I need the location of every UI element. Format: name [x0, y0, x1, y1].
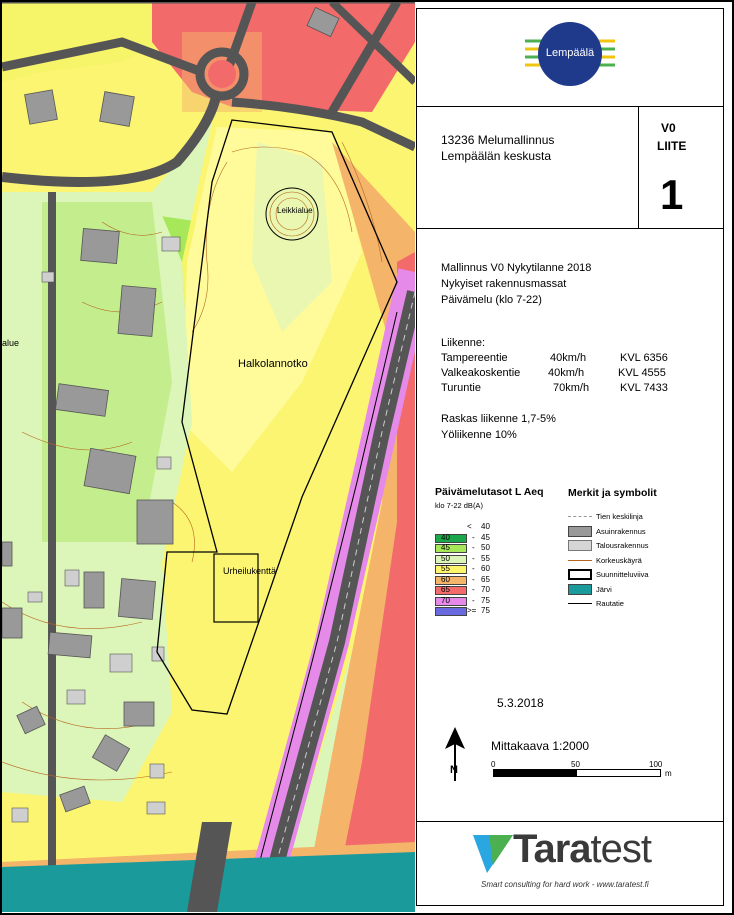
legend-sep: -	[472, 564, 475, 573]
legend-to: 45	[481, 532, 490, 542]
scale-label: Mittakaava 1:2000	[491, 739, 590, 753]
divider	[417, 106, 723, 107]
legend-swatch	[435, 597, 467, 606]
road-speed: 70km/h	[553, 382, 590, 394]
symbol-label: Talousrakennus	[596, 541, 649, 550]
taratest-slogan: Smart consulting for hard work - www.taratest.fi	[481, 880, 649, 889]
map-date: 5.3.2018	[497, 696, 544, 710]
legend-to: 70	[481, 585, 490, 594]
legend-to: 50	[481, 543, 490, 552]
legend-swatch	[435, 534, 467, 543]
legend-sep: -	[472, 585, 475, 594]
version-label: V0	[661, 121, 676, 135]
legend-swatch	[435, 607, 467, 616]
road-name: Tampereentie	[441, 352, 508, 364]
legend-sep: -	[472, 543, 475, 552]
symbol-label: Korkeuskäyrä	[596, 555, 642, 565]
title-panel	[416, 8, 724, 906]
legend-swatch	[435, 555, 467, 564]
symbol-teal-box	[568, 584, 592, 595]
label-halkolannotko: Halkolannotko	[238, 358, 308, 370]
symbol-dash	[568, 516, 592, 517]
symbol-label: Järvi	[596, 584, 612, 594]
legend-swatch	[435, 523, 467, 532]
label-alue: alue	[2, 338, 20, 348]
lempaala-logo	[525, 19, 615, 89]
legend-sep: -	[472, 574, 475, 584]
symbol-label: Rautatie	[596, 599, 624, 608]
legend-sep: >=	[467, 606, 477, 615]
symbol-dark-box	[568, 526, 592, 537]
scale-tick: 0	[491, 760, 496, 769]
appendix-label: LIITE	[657, 139, 687, 153]
road-name: Valkeakoskentie	[441, 367, 521, 379]
legend-from: 40	[441, 532, 450, 542]
legend-from: 65	[441, 585, 450, 594]
road-name: Turuntie	[441, 382, 481, 394]
symbol-black-line	[568, 603, 592, 604]
legend-to: 75	[481, 606, 490, 615]
legend-to: 40	[481, 522, 490, 531]
night-traffic: Yöliikenne 10%	[441, 429, 517, 441]
appendix-number: 1	[660, 171, 684, 218]
brand-part1: Tara	[513, 827, 591, 871]
north-arrow-icon	[445, 727, 465, 781]
info-line3: Päivämelu (klo 7-22)	[441, 294, 542, 306]
label-urheilukentta: Urheilukenttä	[223, 566, 277, 576]
road-kvl: KVL 7433	[620, 382, 668, 394]
scale-tick: 50	[571, 760, 580, 769]
scale-unit: m	[665, 769, 672, 778]
legend-swatch	[435, 586, 467, 595]
legend-subtitle: klo 7-22 dB(A)	[435, 501, 483, 510]
divider	[638, 106, 639, 228]
scale-bar	[493, 769, 661, 777]
road-speed: 40km/h	[550, 352, 587, 364]
taratest-wordmark	[513, 827, 651, 872]
legend-from: 50	[441, 553, 450, 563]
legend-from: 45	[441, 543, 450, 552]
legend-from: 55	[441, 564, 450, 573]
legend-swatch	[435, 544, 467, 553]
legend-swatch	[435, 565, 467, 574]
divider	[417, 228, 723, 229]
project-title: 13236 Melumallinnus	[441, 133, 555, 147]
legend-to: 60	[481, 564, 490, 573]
legend-sep: <	[467, 522, 472, 531]
scale-tick: 100	[649, 760, 663, 769]
legend-to: 55	[481, 553, 490, 563]
road-kvl: KVL 4555	[618, 367, 666, 379]
traffic-heading: Liikenne:	[441, 337, 486, 349]
road-speed: 40km/h	[548, 367, 585, 379]
info-line2: Nykyiset rakennusmassat	[441, 278, 567, 290]
noise-map[interactable]	[2, 2, 415, 912]
symbol-brown-line	[568, 560, 592, 561]
info-line1: Mallinnus V0 Nykytilanne 2018	[441, 262, 592, 274]
legend-from: 60	[441, 574, 450, 584]
legend-to: 65	[481, 574, 490, 584]
legend-to: 75	[481, 595, 490, 605]
symbol-light-box	[568, 540, 592, 551]
symbol-label: Tien keskilinja	[596, 512, 643, 521]
svg-text:N: N	[450, 764, 458, 776]
divider	[417, 821, 723, 822]
lempaala-logo-text: Lempäälä	[545, 47, 595, 59]
heavy-traffic: Raskas liikenne 1,7-5%	[441, 413, 556, 425]
road-kvl: KVL 6356	[620, 352, 668, 364]
legend-title: Päivämelutasot L Aeq	[435, 486, 544, 498]
symbol-label: Suunnitteluviiva	[596, 570, 649, 579]
symbol-label: Asuinrakennus	[596, 526, 646, 536]
legend-from: 70	[441, 595, 450, 605]
project-place: Lempäälän keskusta	[441, 149, 552, 163]
legend-swatch	[435, 576, 467, 585]
symbol-outline-box	[568, 569, 592, 580]
noise-map-graphic	[2, 2, 415, 912]
legend-sep: -	[472, 553, 475, 563]
symbols-title: Merkit ja symbolit	[568, 487, 657, 499]
taratest-logo-icon	[473, 835, 513, 873]
brand-part2: test	[590, 827, 652, 871]
legend-sep: -	[472, 595, 475, 605]
legend-sep: -	[472, 532, 475, 542]
label-leikkialue: Leikkialue	[277, 206, 313, 215]
